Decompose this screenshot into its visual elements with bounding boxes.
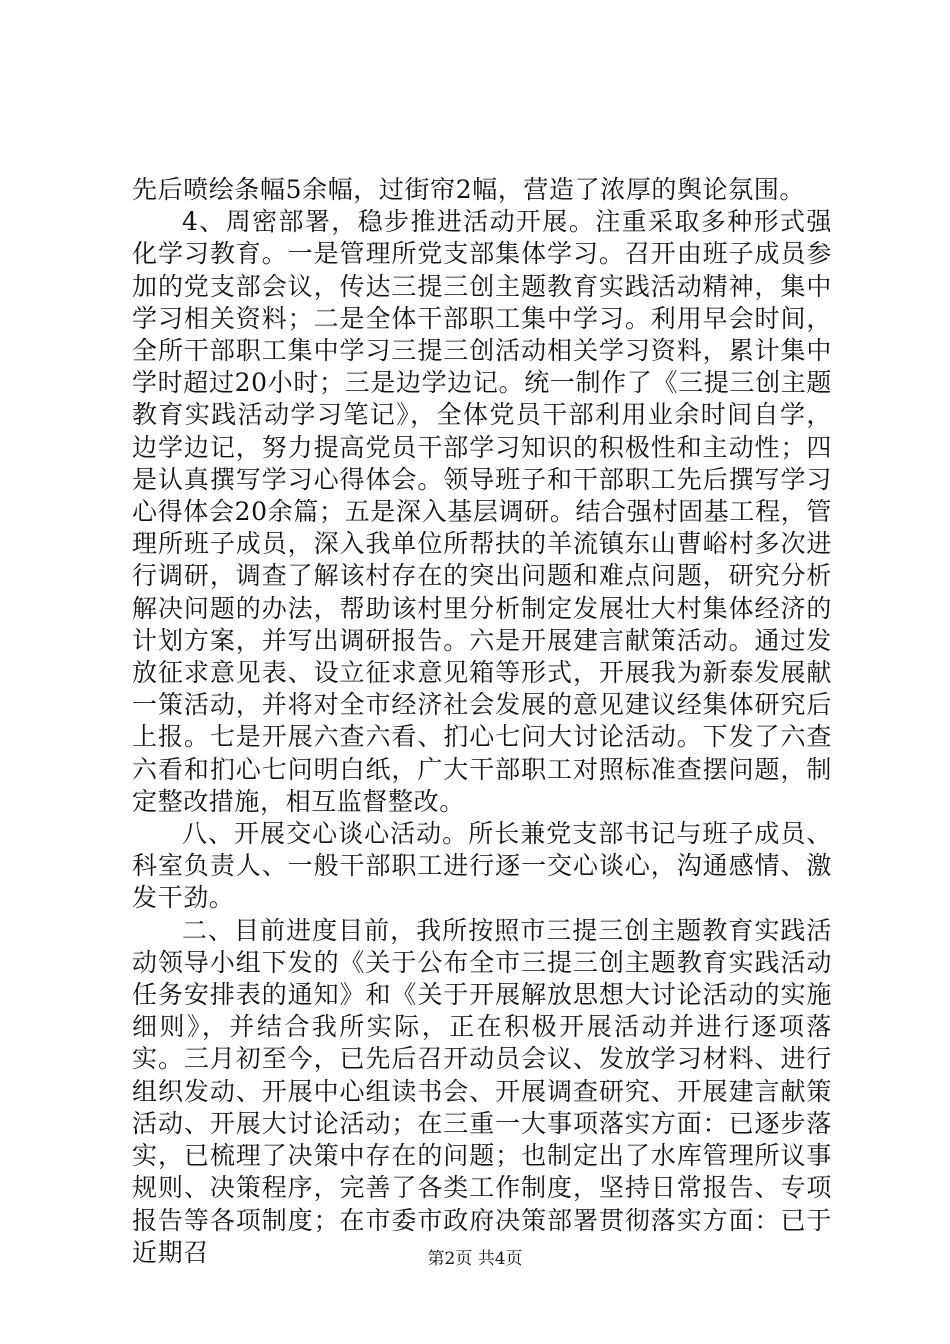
page-number-label: 第2页 共4页 — [427, 1249, 523, 1269]
document-body — [132, 174, 832, 1269]
paragraph-3: 八、开展交心谈心活动。所长兼党支部书记与班子成员、科室负责人、一般干部职工进行逐一交心谈心，沟通感情、激发干劲。 — [132, 819, 832, 913]
page-footer — [0, 1244, 950, 1269]
paragraph-4: 二、目前进度目前，我所按照市三提三创主题教育实践活动领导小组下发的《关于公布全市三提三创主题教育实践活动任务安排表的通知》和《关于开展解放思想大讨论活动的实施细则》，并结合我所实际，正在积极开展活动并进行逐项落实。三月初至今，已先后召开动员会议、发放学习材料、进行组织发动、开展中心组读书会、开展调查研究、开展建言献策活动、开展大讨论活动；在三重一大事项落实方面：已逐步落实，已梳理了决策中存在的问题；也制定出了水库管理所议事规则、决策程序，完善了各类工作制度，坚持日常报告、专项报告等各项制度；在市委市政府决策部署贯彻落实方面：已于近期召 — [132, 915, 832, 1267]
paragraph-1: 先后喷绘条幅5余幅，过街帘2幅，营造了浓厚的舆论氛围。 — [132, 175, 806, 204]
paragraph-2: 4、周密部署，稳步推进活动开展。注重采取多种形式强化学习教育。一是管理所党支部集体学习。召开由班子成员参加的党支部会议，传达三提三创主题教育实践活动精神，集中学习相关资料；二是全体干部职工集中学习。利用早会时间，全所干部职工集中学习三提三创活动相关学习资料，累计集中学时超过20小时；三是边学边记。统一制作了《三提三创主题教育实践活动学习笔记》，全体党员干部利用业余时间自学，边学边记，努力提高党员干部学习知识的积极性和主动性；四是认真撰写学习心得体会。领导班子和干部职工先后撰写学习心得体会20余篇；五是深入基层调研。结合强村固基工程，管理所班子成员，深入我单位所帮扶的羊流镇东山曹峪村多次进行调研，调查了解该村存在的突出问题和难点问题，研究分析解决问题的办法，帮助该村里分析制定发展壮大村集体经济的计划方案，并写出调研报告。六是开展建言献策活动。通过发放征求意见表、设立征求意见箱等形式，开展我为新泰发展献一策活动，并将对全市经济社会发展的意见建议经集体研究后上报。七是开展六查六看、扪心七问大讨论活动。下发了六查六看和扪心七问明白纸，广大干部职工对照标准查摆问题，制定整改措施，相互监督整改。 — [132, 207, 832, 816]
